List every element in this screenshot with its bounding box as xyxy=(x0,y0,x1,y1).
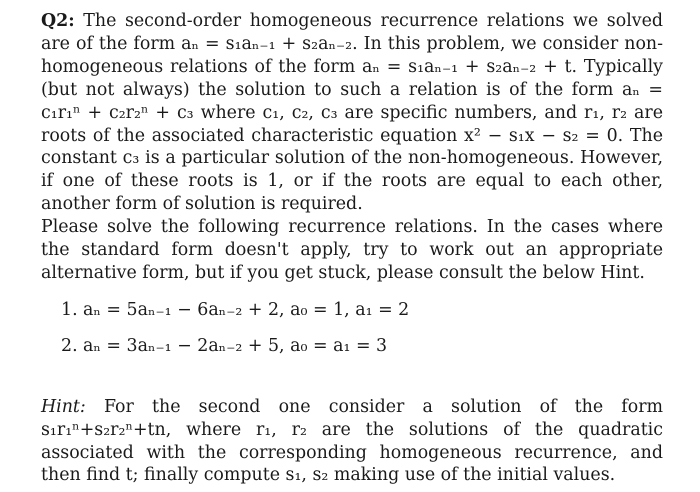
problem-list xyxy=(41,299,663,358)
problem-item xyxy=(61,299,663,322)
document-page xyxy=(41,10,663,487)
hint-paragraph xyxy=(41,396,663,488)
problem-text: aₙ = 5aₙ₋₁ − 6aₙ₋₂ + 2, a₀ = 1, a₁ = 2 xyxy=(83,299,410,320)
question-label: Q2: xyxy=(41,11,75,31)
hint-text: For the second one consider a solution of the form s₁r₁ⁿ+s₂r₂ⁿ+tn, where r₁, r₂ are the solutions of the quadratic associated with the corresponding homogeneous recurrence, and then find t; finally compute s₁, s₂ making use of the initial values. xyxy=(41,396,663,486)
hint-label: Hint: xyxy=(41,396,86,417)
question-paragraph xyxy=(41,10,663,216)
problem-number: 1. xyxy=(61,299,78,320)
problem-number: 2. xyxy=(61,335,78,356)
instructions-paragraph: Please solve the following recurrence relations. In the cases where the standard form doesn't apply, try to work out an appropriate alternative form, but if you get stuck, please consult the below Hint. xyxy=(41,217,663,283)
problem-text: aₙ = 3aₙ₋₁ − 2aₙ₋₂ + 5, a₀ = a₁ = 3 xyxy=(83,335,388,356)
question-intro: The second-order homogeneous recurrence relations we solved are of the form aₙ = s₁aₙ₋₁ + s₂aₙ₋₂. In this problem, we consider non-homogeneous relations of the form aₙ = s₁aₙ₋₁ + s₂aₙ₋₂ + t. Typically (but not always) the solution to such a relation is of the form aₙ = c₁r₁ⁿ + c₂r₂ⁿ + c₃ where c₁, c₂, c₃ are specific numbers, and r₁, r₂ are roots of the associated characteristic equation x² − s₁x − s₂ = 0. The constant c₃ is a particular solution of the non-homogeneous. However, if one of these roots is 1, or if the roots are equal to each other, another form of solution is required. xyxy=(41,11,663,215)
problem-item xyxy=(61,335,663,358)
